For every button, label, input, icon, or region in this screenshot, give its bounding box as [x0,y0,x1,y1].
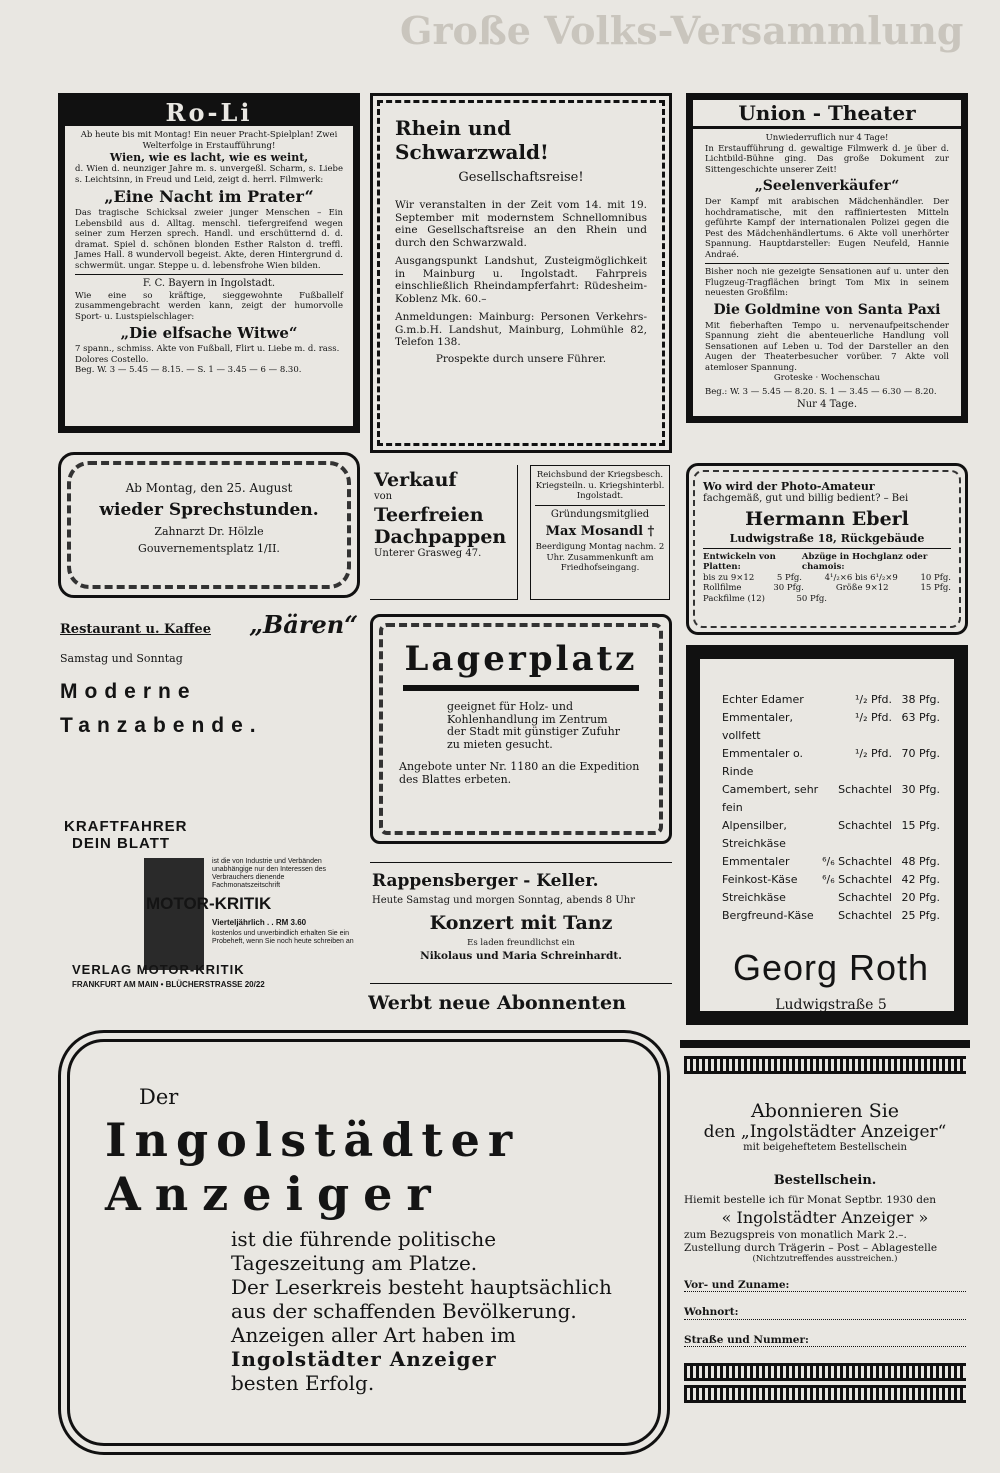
rappen-l1: Heute Samstag und morgen Sonntag, abends 8 Uhr [372,895,635,906]
price-item-unit: ¹/₂ Pfd. [854,693,892,706]
price-item-price: 20 Pfg. [901,891,940,904]
kraft-l2: DEIN BLATT [72,835,171,852]
abo-p1: Hiemit bestelle ich für Monat Septbr. 1930 den [684,1193,936,1206]
ornament-bar [684,1385,966,1403]
price-item-price: 70 Pfg. [901,747,940,760]
abo-l2: den „Ingolstädter Anzeiger“ [703,1122,947,1142]
kraft-side1: ist die von Industrie und Verbänden unabhängige nur den Interessen des Verbrauchers dienende Fachmonatszeitschrift [212,858,327,889]
photo-r2b: 30 Pfg. [773,583,804,593]
photo-h2: Abzüge in Hochglanz oder chamois: [801,551,928,572]
rhein-p3: Anmeldungen: Mainburg: Personen Verkehrs-G.m.b.H. Landshut, Mainburg, Lohmühle 82, Telefon 138. [395,311,647,348]
abo-ad [680,1040,970,1455]
rappen-title: Rappensberger - Keller. [372,871,599,891]
price-row [722,709,940,745]
motor-photo [144,858,204,970]
faint-header: Große Volks-Versammlung [400,8,964,53]
abo-name: « Ingolstädter Anzeiger » [721,1208,929,1227]
rhein-p1: Wir veranstalten in der Zeit vom 14. mit 19. September mit modernstem Schnellomnibus eine Gesellschaftsreise an den Rhein und durch den Schwarzwald. [395,199,647,249]
photo-l1: Wo wird der Photo-Amateur [703,480,875,493]
zahnarzt-l3: Zahnarzt Dr. Hölzle [154,525,264,538]
rhein-ad [370,93,672,453]
price-item-unit: ⁶/₆ Schachtel [822,873,892,886]
kraft-verlag: VERLAG MOTOR-KRITIK [72,962,245,977]
baren-ad [58,610,360,760]
price-item-name: Emmentaler [722,855,790,868]
roth-addr: Ludwigstraße 5 [775,997,887,1013]
union-extra1: Groteske [773,373,813,383]
cross-icon: † [647,524,655,539]
baren-l2: Tanzabende. [60,713,263,737]
price-item-unit: Schachtel [838,783,892,796]
photo-r3b: 50 Pfg. [796,593,827,604]
price-item-unit: ¹/₂ Pfd. [854,747,892,760]
roli-title: Ro-Li [65,100,353,126]
rappen-l4: Nikolaus und Maria Schreinhardt. [420,950,622,962]
price-item-unit: Schachtel [838,819,892,832]
price-row [722,907,940,925]
anzeiger-big2: Anzeiger [105,1167,445,1221]
union-p2: Der Kampf mit arabischen Mädchenhändler. Der hochdramatische, mit den raffiniertesten Mitteln geführte Kampf der internationalen Polizei gegen die Pest des Mädchenhändlertums. 6 Akte voll unerhörter Spannung. Hauptdarsteller: Eugen Neufeld, Hannie Andraé. [705,197,949,260]
kraft-l1: KRAFTFAHRER [64,818,188,835]
union-note: Unwiederruflich nur 4 Tage! [765,133,889,143]
roli-desc2: Das tragische Schicksal zweier junger Menschen – Ein Lebensbild aus d. Alltag. menschl. tiefergreifend wegen seiner zum Herzen sprech. Handl. und erschütternd d. d. dramat. Spiel d. schönen blonden Esther Ralston d. treffl. James Hall. 8 wundervoll begeist. Akte, deren Hintergrund d. schwermüt. ungar. Steppe u. d. lebensfrohe Wien bilden. [75,208,343,271]
verkauf-l5: Unterer Grasweg 47. [374,547,482,559]
roth-list [722,691,940,925]
reichsbund-name: Max Mosandl [545,524,644,539]
zahnarzt-ad [58,452,360,598]
anzeiger-p3c: besten Erfolg. [231,1371,375,1395]
baren-l1: Moderne [60,679,197,703]
lager-p2: Angebote unter Nr. 1180 an die Expedition des Blattes erbeten. [399,760,640,786]
anzeiger-p2: Der Leserkreis besteht hauptsächlich aus der schaffenden Bevölkerung. [231,1275,612,1323]
union-film2: Die Goldmine von Santa Paxi [713,301,941,318]
union-film1: „Seelenverkäufer“ [754,178,900,194]
price-row [722,691,940,709]
baren-days: Samstag und Sonntag [60,652,183,665]
photo-ad [686,463,968,635]
kraft-side2: kostenlos und unverbindlich erhalten Sie ein Probeheft, wenn Sie noch heute schreiben an [212,930,354,945]
photo-r2a: Rollfilme [703,583,742,593]
price-row [722,889,940,907]
roli-times: Beg. W. 3 — 5.45 — 8.15. — S. 1 — 3.45 — 6 — 8.30. [75,365,302,375]
photo-r1a: bis zu 9×12 [703,572,755,583]
rappen-l2: Konzert mit Tanz [429,911,613,934]
anzeiger-p3a: Anzeigen aller Art haben im [231,1323,516,1347]
reichsbund-ad [530,465,670,600]
rhein-p2: Ausgangspunkt Landshut, Zusteigmöglichkeit in Mainburg u. Ingolstadt. Fahrpreis einschließlich Rheindampferfahrt: Rüdesheim-Koblenz Mk. 60.– [395,255,647,305]
photo-addr: Ludwigstraße 18, Rückgebäude [729,531,925,545]
rhein-title1: Rhein und [395,116,512,140]
verkauf-l4: Dachpappen [374,525,507,548]
price-item-unit: ⁶/₆ Schachtel [822,855,892,868]
verkauf-l3: Teerfreien [374,503,484,526]
roth-ad [686,645,968,1025]
union-title: Union - Theater [693,100,961,129]
anzeiger-der: Der [139,1085,179,1109]
roli-tagline: Wien, wie es lacht, wie es weint, [109,151,309,164]
kraft-price1: Vierteljährlich . . RM 3.60 [212,918,307,927]
price-item-unit: Schachtel [838,909,892,922]
roth-name: Georg Roth [732,947,930,988]
price-row [722,853,940,871]
photo-r2c: Größe 9×12 [835,583,889,593]
price-item-unit: ¹/₂ Pfd. [854,711,892,724]
photo-r1c: 4¹/₂×6 bis 6¹/₂×9 [824,572,898,583]
abo-f3: Straße und Nummer: [684,1334,966,1348]
roli-desc3: Wie eine so kräftige, sieggewohnte Fußballelf zusammengebracht werden kann, zeigt der humorvolle Sport- u. Lustspielschlager: [75,290,343,322]
rhein-title2: Schwarzwald! [395,140,549,164]
price-item-name: Streichkäse [722,891,786,904]
verkauf-l2: von [374,491,393,502]
price-item-unit: Schachtel [838,891,892,904]
roli-club: F. C. Bayern in Ingolstadt. [142,278,276,289]
roli-film1: „Eine Nacht im Prater“ [104,187,314,206]
union-p3: Bisher noch nie gezeigte Sensationen auf u. unter den Flugzeug-Tragflächen bringt Tom Mix in seinem neuesten Großfilm: [705,267,949,298]
kraft-title: MOTOR-KRITIK [146,894,272,913]
photo-r1d: 10 Pfg. [920,572,951,583]
price-item-name: Emmentaler, vollfett [722,711,794,742]
abo-head: Bestellschein. [773,1172,877,1188]
anzeiger-p1: ist die führende politische Tageszeitung am Platze. [231,1227,497,1275]
price-item-price: 42 Pfg. [901,873,940,886]
roli-ad [58,93,360,433]
reichsbund-bottom: Beerdigung Montag nachm. 2 Uhr. Zusammenkunft am Friedhofseingang. [535,542,665,573]
photo-r3a: Packfilme (12) [703,593,765,604]
price-item-name: Feinkost-Käse [722,873,798,886]
rhein-subtitle: Gesellschaftsreise! [458,170,584,185]
union-ad: Union - Theater Unwiederruflich nur 4 Tage! In Erstaufführung d. gewaltige Filmwerk d. je über d. Lichtbild-Bühne ging. Das große Dokument zur Sittengeschichte unserer Zeit! „Seelenverkäufer“ Der Kampf mit arabischen Mädchenhändler. Der hochdramatische, mit den raffiniertesten Mitteln geführte Kampf der internationalen Polizei gegen die Pest des Mädchenhändlertums. 6 Akte voll unerhörter Spannung. Hauptdarsteller: Eugen Neufeld, Hannie Andraé. Bisher noch nie gezeigte Sensationen auf u. unter den Flugzeug-Tragflächen bringt Tom Mix in seinem neuesten Großfilm: Die Goldmine von Santa Paxi Mit fieberhaften Tempo u. nervenaufpeitschender Spannung zieht die abenteuerliche Handlung voll Sensationen auf Leben u. Tod der Darsteller an den Augen der Theaterbesucher vorüber. 7 Akte voll atemloser Spannung. Groteske · Wochenschau Beg.: W. 3 — 5.45 — 8.20. S. 1 — 3.45 — 6.30 — 8.20. Nur 4 Tage. [686,93,968,423]
lager-p1: geeignet für Holz- und Kohlenhandlung im Zentrum der Stadt mit günstiger Zufuhr zu mieten gesucht. [447,700,620,751]
anzeiger-big1: Ingolstädter [105,1113,521,1167]
roli-desc1: d. Wien d. neunziger Jahre m. s. unvergeßl. Scharm, s. Liebe s. Leichtsinn, in Freud und Leid, zeigt d. herrl. Filmwerk: [75,164,343,185]
photo-l2: fachgemäß, gut und billig bedient? – Bei [703,493,909,504]
ornament-bar [684,1056,966,1074]
price-row [722,745,940,781]
price-item-price: 63 Pfg. [901,711,940,724]
price-item-price: 30 Pfg. [901,783,940,796]
abo-f2: Wohnort: [684,1306,966,1320]
verkauf-l1: Verkauf [374,469,457,491]
lager-rule [403,685,639,691]
price-row [722,871,940,889]
photo-r2d: 15 Pfg. [920,583,951,593]
baren-name: Restaurant u. Kaffee [60,622,211,637]
union-foot: Nur 4 Tage. [796,399,858,410]
zahnarzt-l2: wieder Sprechstunden. [99,500,319,520]
abo-p2: zum Bezugspreis von monatlich Mark 2.–. [684,1229,907,1241]
abo-p4: (Nichtzutreffendes ausstreichen.) [752,1254,898,1264]
price-row [722,817,940,853]
price-item-name: Emmentaler o. Rinde [722,747,804,778]
price-item-name: Alpensilber, Streichkäse [722,819,787,850]
photo-r1b: 5 Pfg. [776,572,802,583]
lager-title: Lagerplatz [404,639,638,679]
price-item-name: Echter Edamer [722,693,804,706]
reichsbund-top: Reichsbund der Kriegsbesch. Kriegsteiln. u. Kriegshinterbl. Ingolstadt. [535,470,665,501]
reichsbund-mid: Gründungsmitglied [550,508,650,520]
price-item-price: 48 Pfg. [901,855,940,868]
price-item-name: Camembert, sehr fein [722,783,819,814]
photo-h1: Entwickeln von Platten: [703,551,776,572]
anzeiger-p3b: Ingolstädter Anzeiger [231,1347,497,1371]
price-item-price: 25 Pfg. [901,909,940,922]
roli-intro: Ab heute bis mit Montag! Ein neuer Pracht-Spielplan! Zwei Welterfolge in Erstaufführung! [80,130,338,151]
roli-film2: „Die elfsache Witwe“ [120,324,298,342]
union-p1: In Erstaufführung d. gewaltige Filmwerk d. je über d. Lichtbild-Bühne ging. Das große Dokument zur Sittengeschichte unserer Zeit! [705,143,949,175]
zahnarzt-l1: Ab Montag, den 25. August [125,481,293,495]
abo-l1: Abonnieren Sie [750,1100,900,1122]
kraft-ad [64,818,354,998]
union-extra2: Wochenschau [820,373,881,383]
rhein-p4: Prospekte durch unsere Führer. [435,352,607,365]
rappen-ad [370,862,672,984]
anzeiger-ad [58,1030,670,1455]
price-item-name: Bergfreund-Käse [722,909,814,922]
price-item-price: 38 Pfg. [901,693,940,706]
price-row [722,781,940,817]
kraft-addr: FRANKFURT AM MAIN • BLÜCHERSTRASSE 20/22 [72,980,265,989]
union-times: Beg.: W. 3 — 5.45 — 8.20. S. 1 — 3.45 — 6.30 — 8.20. [705,386,937,397]
lager-ad [370,614,672,844]
abo-p3: Zustellung durch Trägerin – Post – Ablagestelle [684,1241,938,1254]
roli-desc4: 7 spann., schmiss. Akte von Fußball, Flirt u. Liebe m. d. rass. Dolores Costello. [75,344,340,365]
werbt-banner: Werbt neue Abonnenten [368,992,626,1014]
rappen-l3: Es laden freundlichst ein [467,937,575,948]
abo-l3: mit beigeheftetem Bestellschein [743,1142,907,1153]
price-item-price: 15 Pfg. [901,819,940,832]
union-p4: Mit fieberhaften Tempo u. nervenaufpeitschender Spannung zieht die abenteuerliche Handlung voll Sensationen auf Leben u. Tod der Darsteller an den Augen der Theaterbesucher vorüber. 7 Akte voll atemloser Spannung. [705,320,949,373]
photo-name: Hermann Eberl [745,507,909,530]
ornament-bar [684,1363,966,1381]
verkauf-ad [370,465,518,600]
zahnarzt-l4: Gouvernementsplatz 1/II. [138,542,280,555]
abo-f1: Vor- und Zuname: [684,1279,966,1293]
baren-title: „Bären“ [249,610,358,639]
